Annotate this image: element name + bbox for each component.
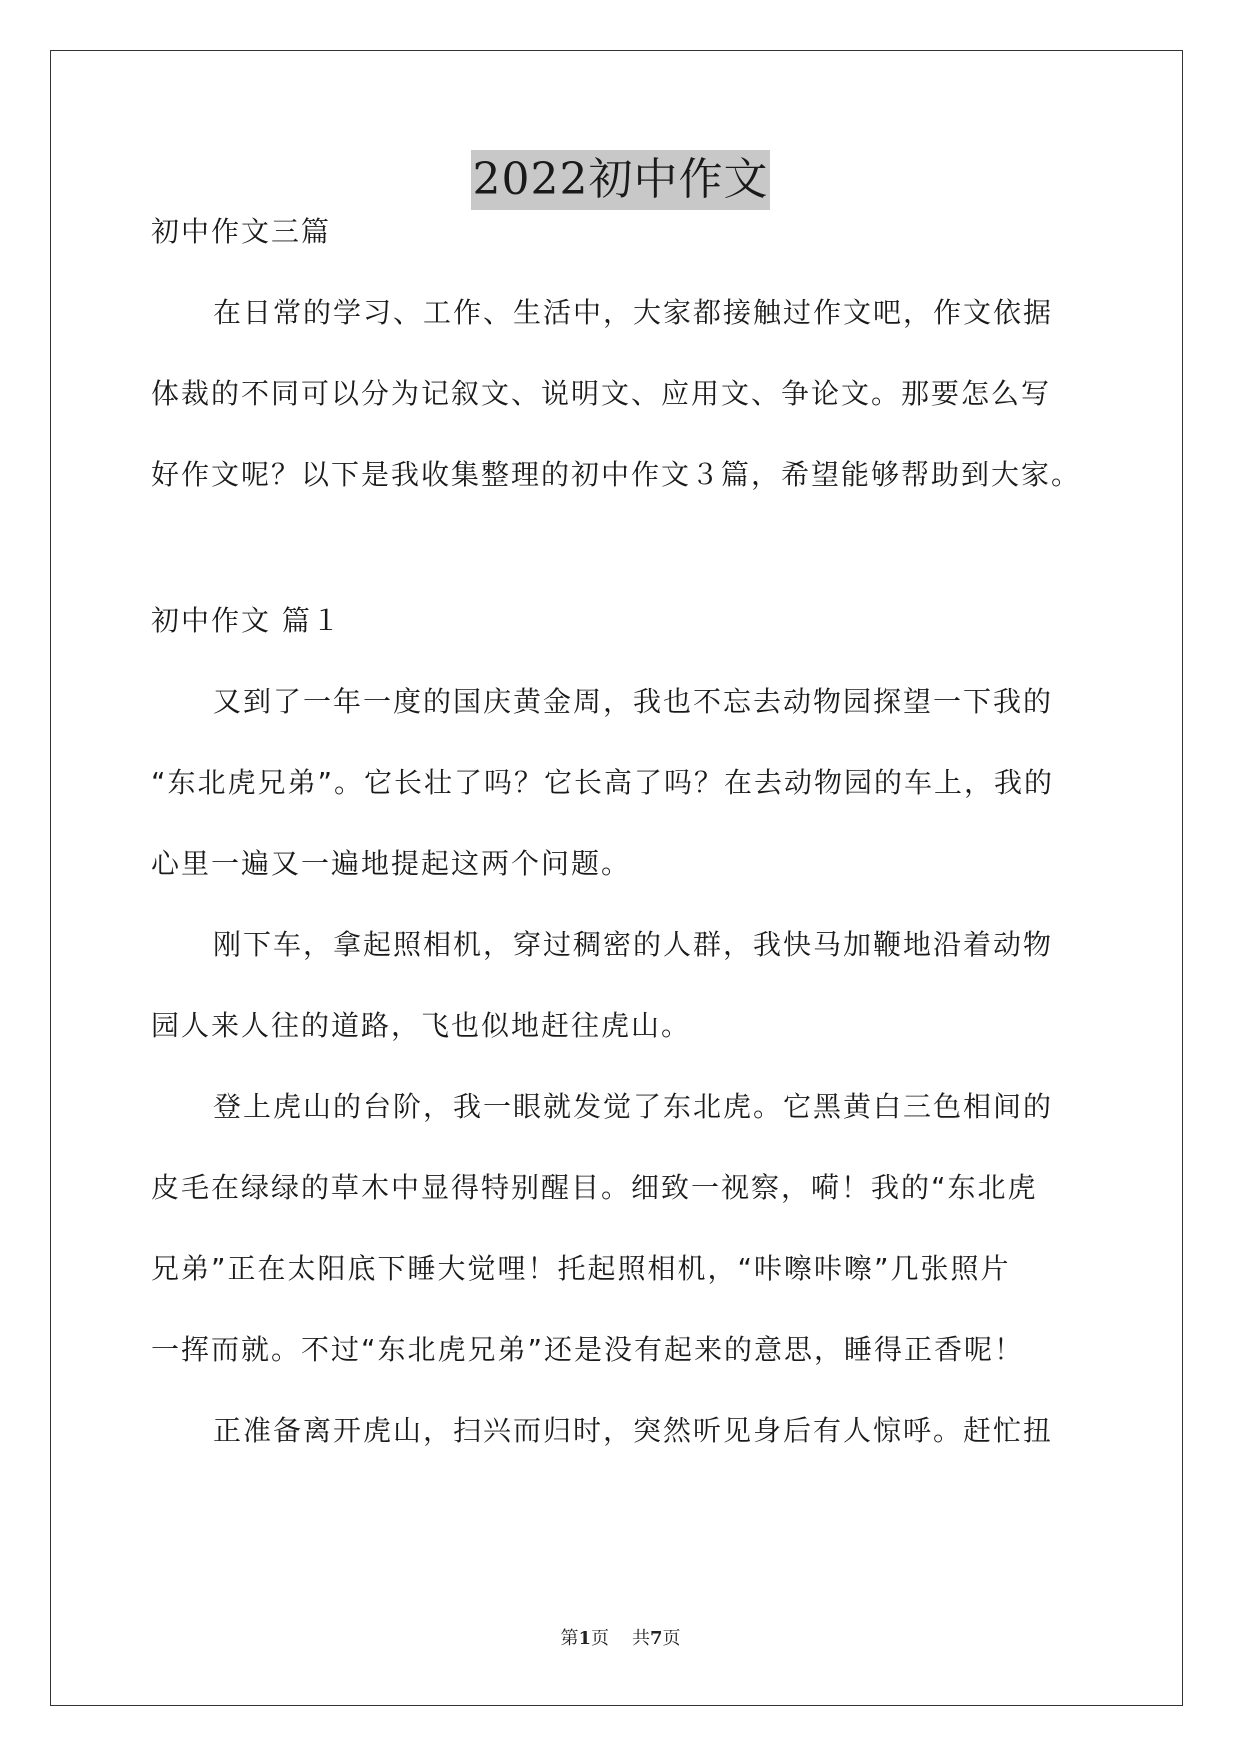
intro-line: 体裁的不同可以分为记叙文、说明文、应用文、争论文。那要怎么写 bbox=[151, 377, 1052, 410]
paragraph-line: 园人来人往的道路，飞也似地赶往虎山。 bbox=[151, 1009, 692, 1042]
paragraph-line: 又到了一年一度的国庆黄金周，我也不忘去动物园探望一下我的 bbox=[213, 685, 1054, 718]
paragraph-line: 登上虎山的台阶，我一眼就发觉了东北虎。它黑黄白三色相间的 bbox=[213, 1090, 1054, 1123]
paragraph-line: “东北虎兄弟”。它长壮了吗？它长高了吗？在去动物园的车上，我的 bbox=[151, 766, 1055, 799]
subtitle: 初中作文三篇 bbox=[151, 215, 332, 248]
paragraph-line: 兄弟”正在太阳底下睡大觉哩！托起照相机，“咔嚓咔嚓”几张照片 bbox=[151, 1252, 1011, 1285]
footer-current-page: 1 bbox=[578, 1628, 592, 1649]
paragraph-line: 皮毛在绿绿的草木中显得特别醒目。细致一视察，嗬！我的“东北虎 bbox=[151, 1171, 1038, 1204]
section-heading: 初中作文 篇１ bbox=[151, 604, 342, 637]
document-title: 2022初中作文 bbox=[471, 150, 771, 210]
paragraph-line: 心里一遍又一遍地提起这两个问题。 bbox=[151, 847, 632, 880]
footer-prefix: 第 bbox=[560, 1628, 579, 1649]
intro-line: 好作文呢？以下是我收集整理的初中作文３篇，希望能够帮助到大家。 bbox=[151, 458, 1082, 491]
footer-total-prefix: 共 bbox=[631, 1628, 650, 1649]
footer-total-pages: 7 bbox=[649, 1628, 663, 1649]
page-footer bbox=[0, 1624, 1241, 1650]
footer-page-label: 页 bbox=[591, 1628, 610, 1649]
intro-line: 在日常的学习、工作、生活中，大家都接触过作文吧，作文依据 bbox=[213, 296, 1054, 329]
paragraph-line: 刚下车，拿起照相机，穿过稠密的人群，我快马加鞭地沿着动物 bbox=[213, 928, 1054, 961]
section-block bbox=[151, 580, 1091, 1471]
paragraph-line: 一挥而就。不过“东北虎兄弟”还是没有起来的意思，睡得正香呢！ bbox=[151, 1333, 1025, 1366]
footer-total-label: 页 bbox=[662, 1628, 681, 1649]
paragraph-line: 正准备离开虎山，扫兴而归时，突然听见身后有人惊呼。赶忙扭 bbox=[213, 1414, 1054, 1447]
intro-block bbox=[151, 191, 1091, 515]
